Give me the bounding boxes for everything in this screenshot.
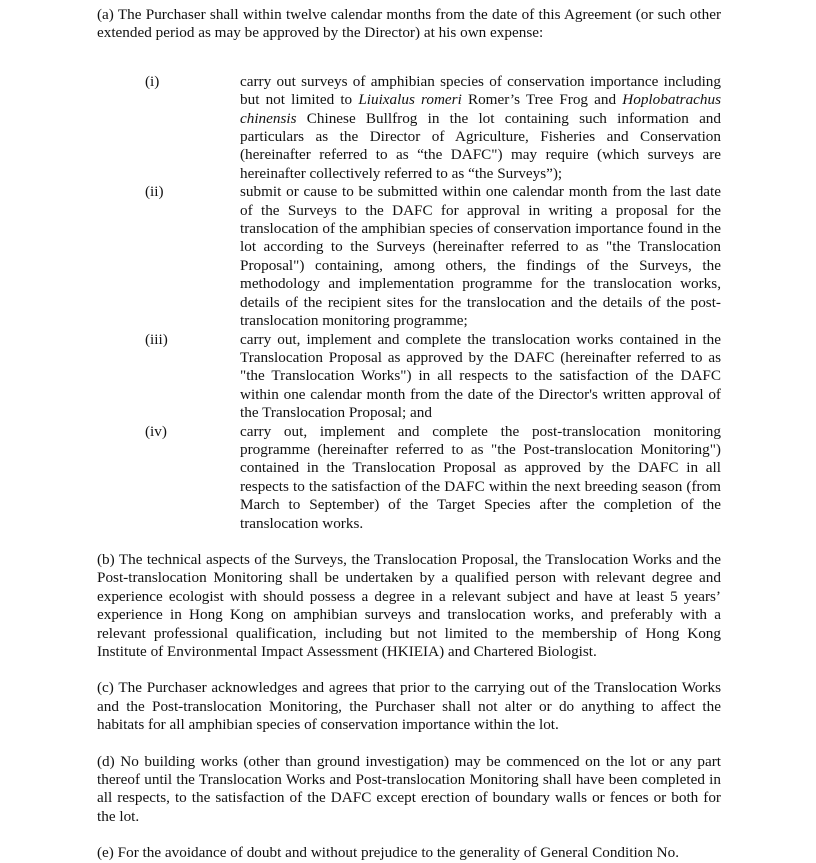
clause-text: submit or cause to be submitted within one calendar month from the last date of the Surveys to the DAFC for approval in writing a proposal for the translocation of the amphibian species of conservation importance found in the lot according to the Surveys (hereinafter referred to as "the Translocation Proposal") containing, among others, the findings of the Surveys, the methodology and implementation programme for the translocation works, details of the recipient sites for the translocation and the details of the post-translocation monitoring programme; — [240, 183, 721, 330]
clause-iv — [97, 423, 721, 533]
paragraph-a: (a) The Purchaser shall within twelve calendar months from the date of this Agreement (or such other extended period as may be approved by the Director) at his own expense: — [97, 6, 721, 42]
clause-text — [240, 73, 721, 183]
paragraph-b: (b) The technical aspects of the Surveys, the Translocation Proposal, the Translocation Works and the Post-translocation Monitoring shall be undertaken by a qualified person with relevant degree and experience ecologist with should possess a degree in a relevant subject and have at least 5 years’ experience in Hong Kong on amphibian surveys and translocation works, and preferably with a relevant professional qualification, including but not limited to the membership of Hong Kong Institute of Environmental Impact Assessment (HKIEIA) and Chartered Biologist. — [97, 550, 721, 660]
clause-numeral: (iii) — [145, 330, 168, 348]
clause-list — [97, 73, 721, 533]
species-name: Hoplobatrachus chinensis — [240, 91, 721, 127]
clause-numeral: (i) — [145, 72, 160, 90]
clause-text-part: Romer’s Tree Frog and — [461, 91, 623, 109]
clause-text-part: Chinese Bullfrog in the lot containing such information and particulars as the Director of Agriculture, Fisheries and Conservation (hereinafter referred to as “the DAFC") may require (which surveys are hereinafter collectively referred to as “the Surveys”); — [240, 109, 721, 182]
clause-text-part: carry out surveys of amphibian species of conservation importance including but not limited to — [240, 72, 721, 109]
clause-i — [97, 73, 721, 183]
paragraph-e: (e) For the avoidance of doubt and without prejudice to the generality of General Condition No. — [97, 844, 680, 862]
species-name: Liuixalus romeri — [358, 91, 462, 109]
paragraph-d: (d) No building works (other than ground investigation) may be commenced on the lot or any part thereof until the Translocation Works and Post-translocation Monitoring shall have been completed in all respects, to the satisfaction of the DAFC except erection of boundary walls or fences or both for the lot. — [97, 752, 721, 825]
clause-text: carry out, implement and complete the post-translocation monitoring programme (hereinafter referred to as "the Post-translocation Monitoring") contained in the Translocation Proposal as approved by the DAFC in all respects to the satisfaction of the DAFC within the next breeding season (from March to September) of the Target Species after the completion of the translocation works. — [240, 422, 721, 532]
clause-text: carry out, implement and complete the translocation works contained in the Translocation Proposal as approved by the DAFC (hereinafter referred to as "the Translocation Works") in all respects to the satisfaction of the DAFC within one calendar month from the date of the Director's written approval of the Translocation Proposal; and — [240, 330, 721, 422]
clause-ii — [97, 183, 721, 330]
clause-iii — [97, 331, 721, 423]
paragraph-c: (c) The Purchaser acknowledges and agrees that prior to the carrying out of the Translocation Works and the Post-translocation Monitoring, the Purchaser shall not alter or do anything to affect the habitats for all amphibian species of conservation importance within the lot. — [97, 679, 721, 734]
clause-numeral: (iv) — [145, 422, 167, 440]
document-page — [97, 6, 721, 863]
clause-numeral: (ii) — [145, 183, 164, 201]
